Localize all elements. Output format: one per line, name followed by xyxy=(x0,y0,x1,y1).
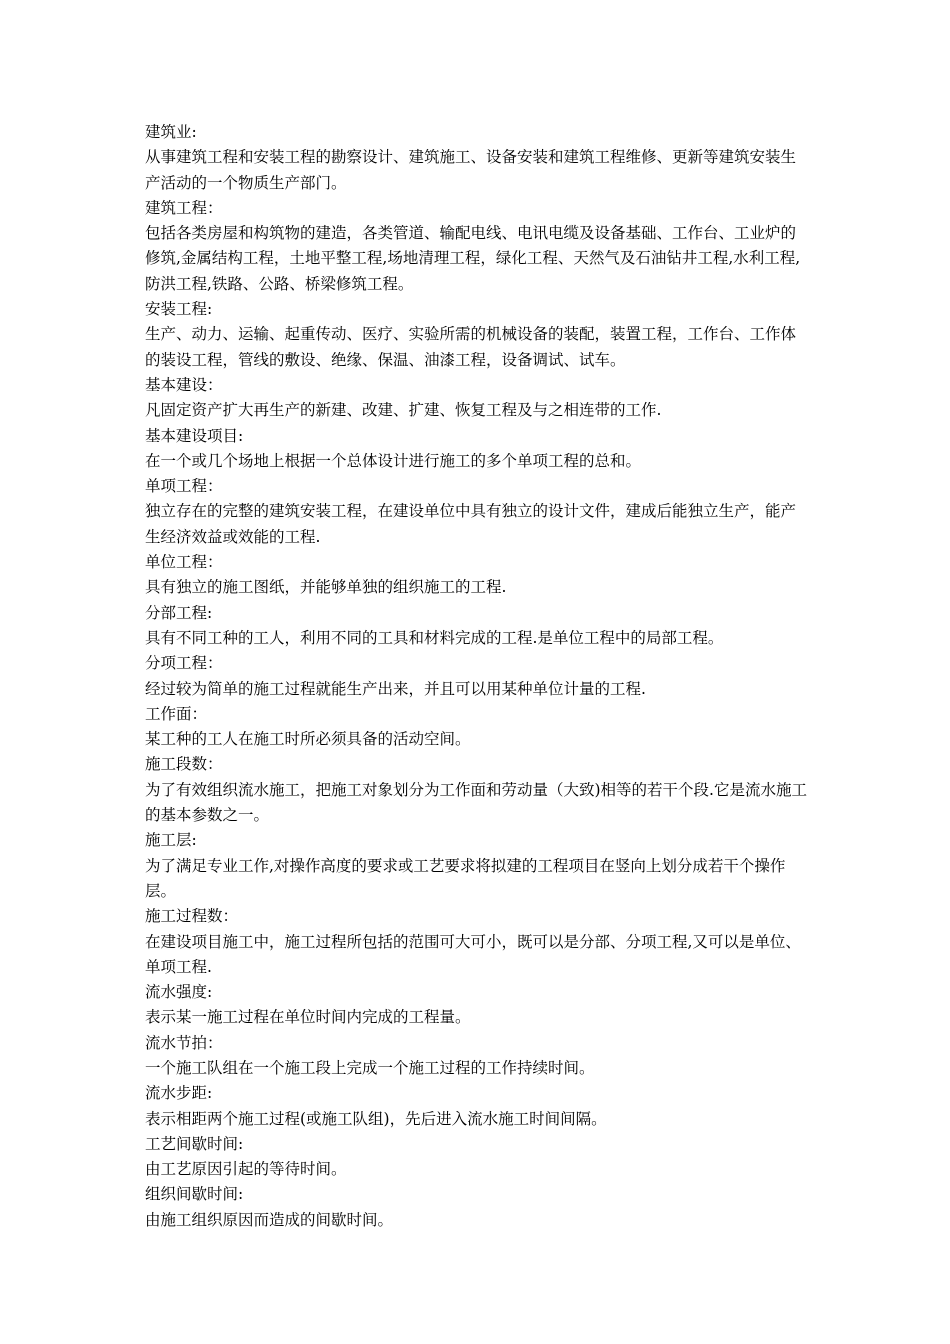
term-heading: 组织间歇时间: xyxy=(145,1185,244,1204)
term-heading: 分项工程： xyxy=(145,654,223,673)
glossary-entry xyxy=(145,980,810,1031)
glossary-content xyxy=(145,120,810,1233)
term-definition: 由工艺原因引起的等待时间。 xyxy=(145,1160,347,1179)
term-heading: 施工过程数： xyxy=(145,907,239,926)
glossary-entry xyxy=(145,120,810,196)
term-heading: 单项工程： xyxy=(145,477,223,496)
term-definition: 生产、动力、运输、起重传动、医疗、实验所需的机械设备的装配，装置工程，工作台、工作体的装设工程，管线的敷设、绝缘、保温、油漆工程，设备调试、试车。 xyxy=(145,325,797,369)
glossary-entry xyxy=(145,1182,810,1233)
term-heading: 施工段数： xyxy=(145,755,223,774)
term-definition: 一个施工队组在一个施工段上完成一个施工过程的工作持续时间。 xyxy=(145,1058,595,1077)
glossary-entry xyxy=(145,1132,810,1183)
term-heading: 流水强度: xyxy=(145,983,213,1002)
term-heading: 建筑业: xyxy=(145,123,197,141)
term-definition: 在建设项目施工中，施工过程所包括的范围可大可小，既可以是分部、分项工程,又可以是单位、单项工程. xyxy=(145,932,801,976)
term-definition: 包括各类房屋和构筑物的建造，各类管道、输配电线、电讯电缆及设备基础、工作台、工业炉的修筑,金属结构工程，土地平整工程,场地清理工程，绿化工程、天然气及石油钻井工程,水利工程,防洪工程,铁路、公路、桥梁修筑工程。 xyxy=(145,224,801,293)
glossary-entry xyxy=(145,196,810,297)
glossary-entry xyxy=(145,651,810,702)
term-definition: 从事建筑工程和安装工程的勘察设计、建筑施工、设备安装和建筑工程维修、更新等建筑安装生产活动的一个物质生产部门。 xyxy=(145,148,797,192)
term-definition: 经过较为简单的施工过程就能生产出来，并且可以用某种单位计量的工程. xyxy=(145,679,646,698)
term-definition: 某工种的工人在施工时所必须具备的活动空间。 xyxy=(145,730,471,749)
term-definition: 具有不同工种的工人，利用不同的工具和材料完成的工程.是单位工程中的局部工程。 xyxy=(145,628,724,647)
term-heading: 工艺间歇时间: xyxy=(145,1134,244,1153)
term-definition: 具有独立的施工图纸，并能够单独的组织施工的工程. xyxy=(145,578,507,597)
term-heading: 建筑工程： xyxy=(145,198,223,217)
term-definition: 表示某一施工过程在单位时间内完成的工程量。 xyxy=(145,1008,471,1027)
glossary-entry xyxy=(145,1031,810,1082)
glossary-entry xyxy=(145,373,810,424)
term-heading: 工作面： xyxy=(145,704,208,723)
term-definition: 为了满足专业工作,对操作高度的要求或工艺要求将拟建的工程项目在竖向上划分成若干个操作层。 xyxy=(145,856,786,900)
term-heading: 分部工程: xyxy=(145,603,213,622)
glossary-entry xyxy=(145,297,810,373)
term-definition: 凡固定资产扩大再生产的新建、改建、扩建、恢复工程及与之相连带的工作. xyxy=(145,401,662,420)
term-heading: 流水节拍： xyxy=(145,1033,223,1052)
glossary-entry xyxy=(145,752,810,828)
glossary-entry xyxy=(145,601,810,652)
term-heading: 基本建设项目: xyxy=(145,426,244,445)
term-heading: 施工层: xyxy=(145,831,197,850)
glossary-entry xyxy=(145,1081,810,1132)
glossary-entry xyxy=(145,424,810,475)
glossary-entry xyxy=(145,904,810,980)
term-heading: 流水步距: xyxy=(145,1084,213,1103)
term-heading: 基本建设： xyxy=(145,375,223,394)
glossary-entry xyxy=(145,550,810,601)
term-definition: 表示相距两个施工过程(或施工队组)，先后进入流水施工时间间隔。 xyxy=(145,1109,607,1128)
glossary-entry xyxy=(145,474,810,550)
term-heading: 单位工程： xyxy=(145,553,223,572)
term-definition: 在一个或几个场地上根据一个总体设计进行施工的多个单项工程的总和。 xyxy=(145,451,642,470)
glossary-entry xyxy=(145,702,810,753)
term-heading: 安装工程: xyxy=(145,300,213,319)
glossary-entry xyxy=(145,828,810,904)
term-definition: 由施工组织原因而造成的间歇时间。 xyxy=(145,1210,394,1229)
term-definition: 独立存在的完整的建筑安装工程，在建设单位中具有独立的设计文件，建成后能独立生产，能产生经济效益或效能的工程. xyxy=(145,502,797,546)
term-definition: 为了有效组织流水施工，把施工对象划分为工作面和劳动量（大致)相等的若干个段.它是流水施工的基本参数之一。 xyxy=(145,780,807,825)
